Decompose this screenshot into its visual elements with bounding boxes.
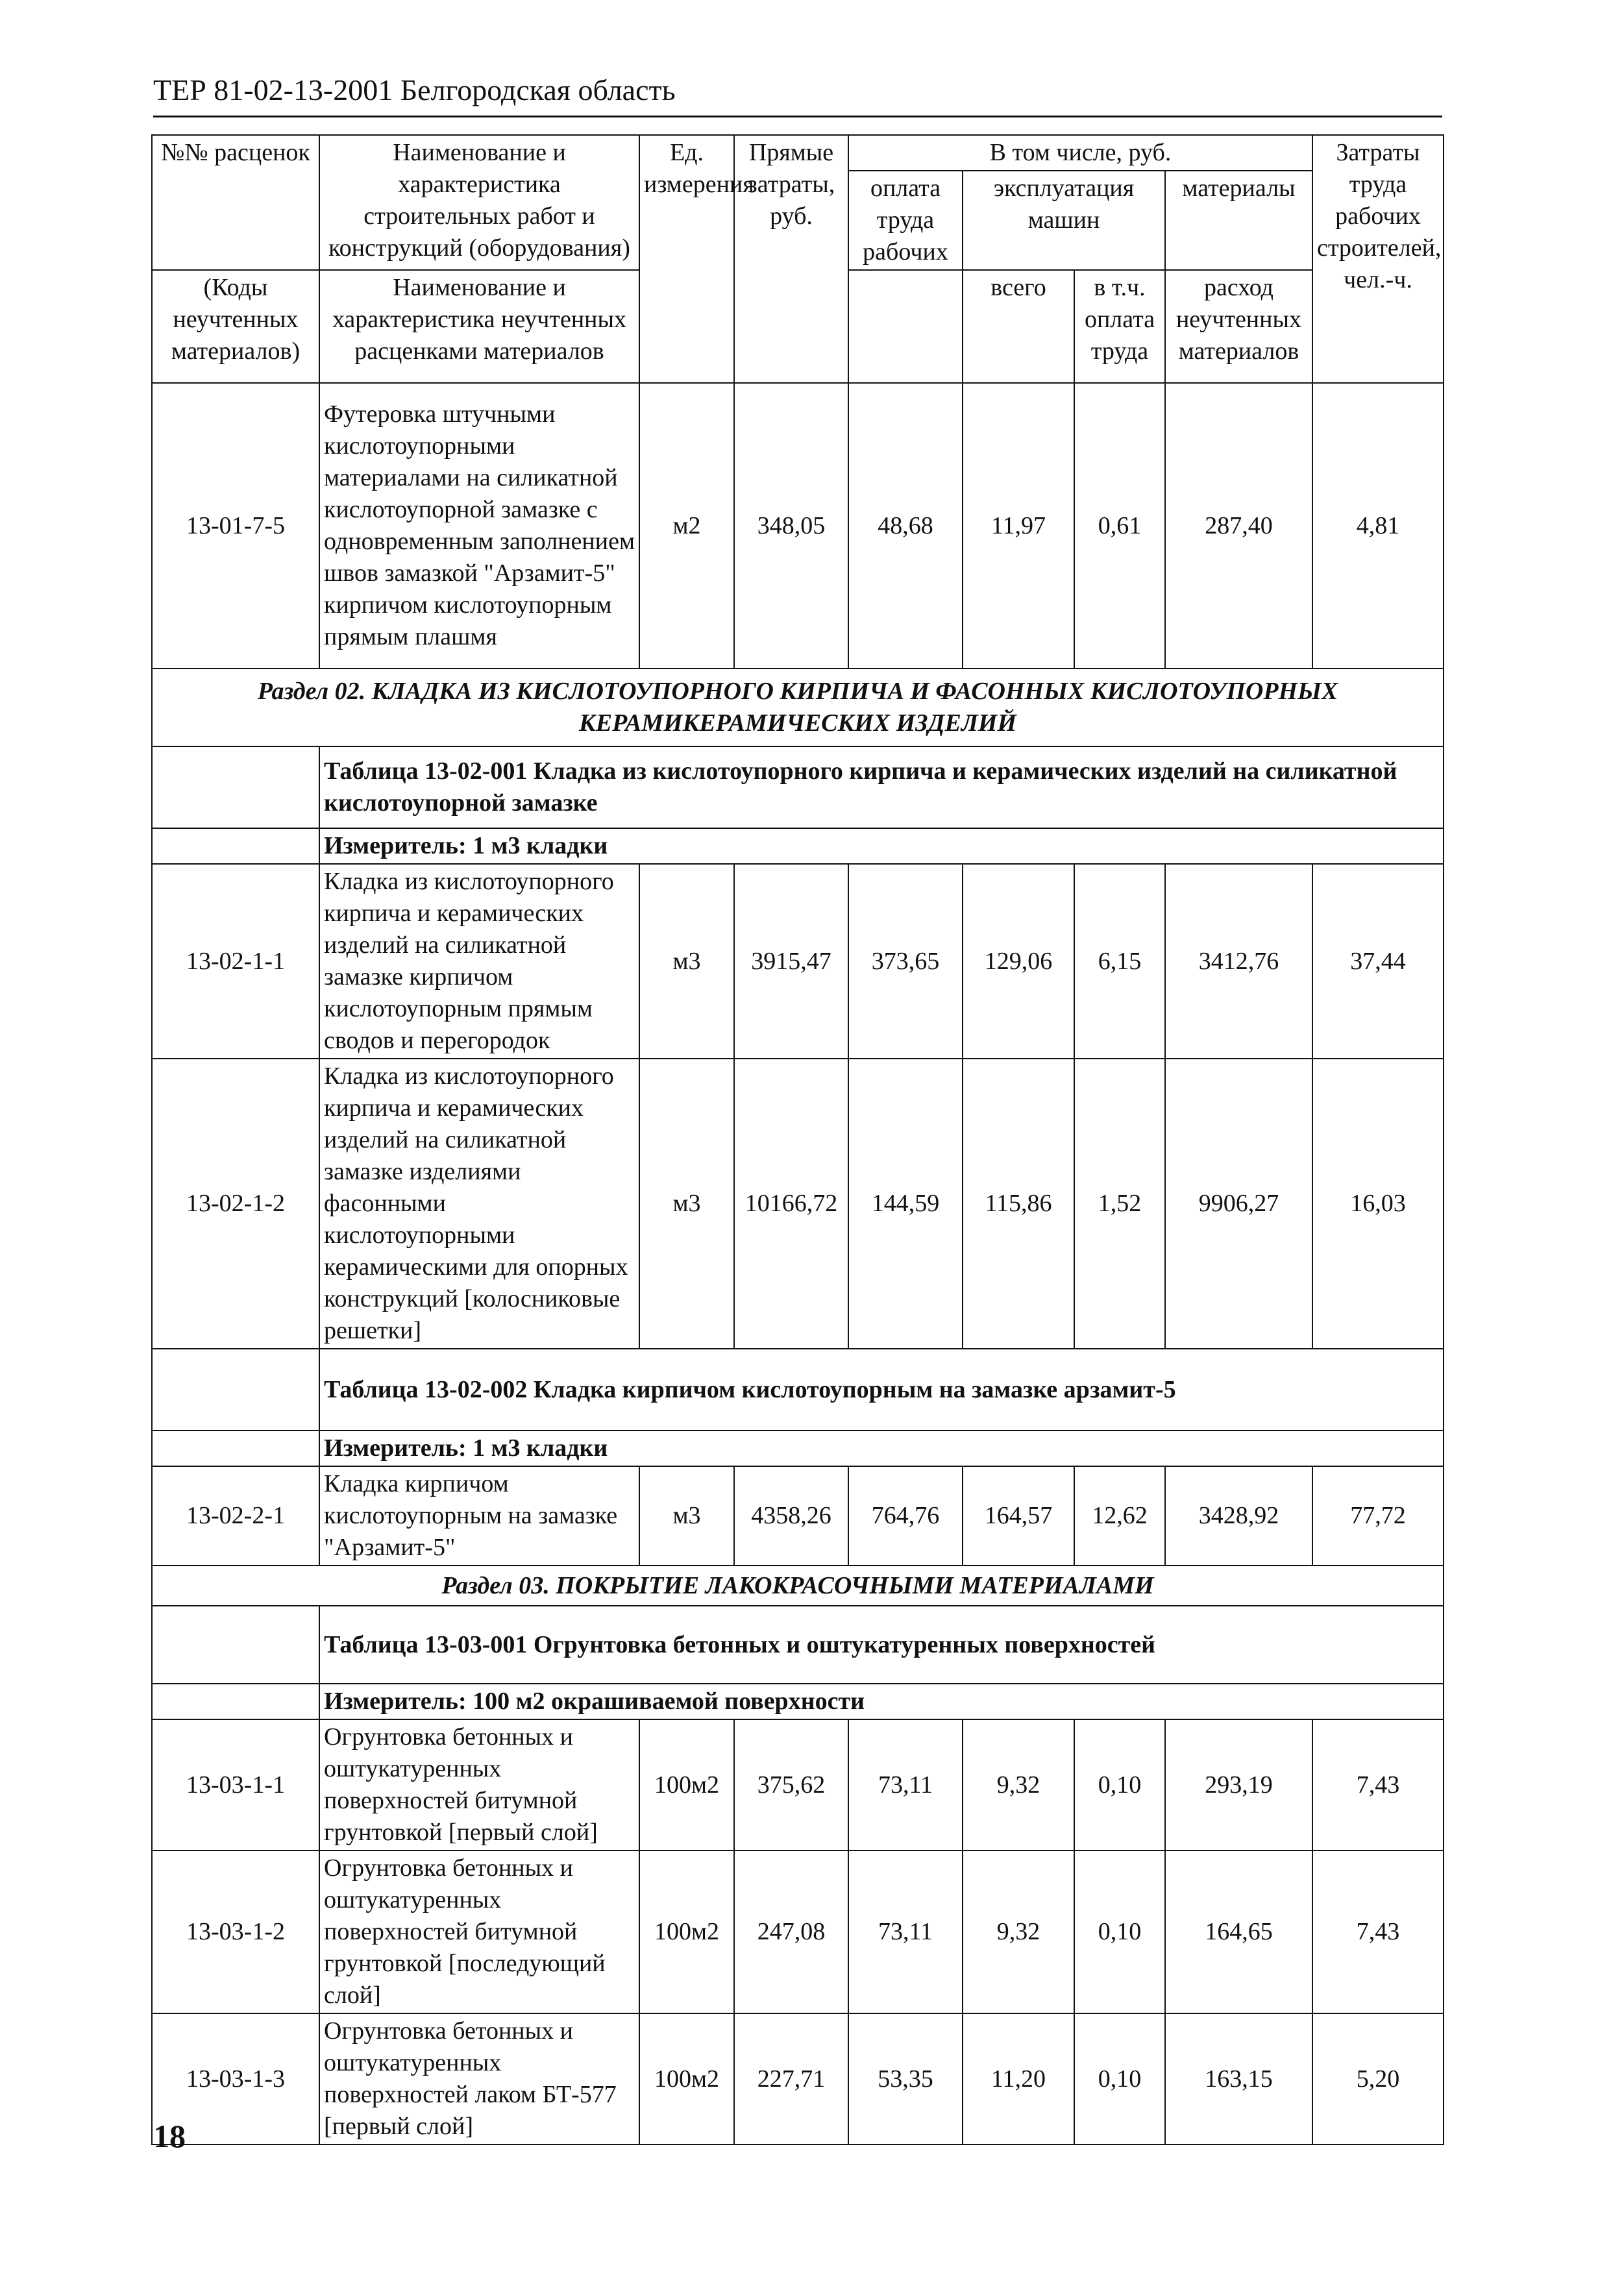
row-code: 13-03-1-1 <box>152 1719 319 1850</box>
code-column-blank <box>152 1349 319 1431</box>
row-name: Кладка кирпичом кислотоупорным на замазке "Арзамит-5" <box>319 1466 639 1566</box>
row-name: Огрунтовка бетонных и оштукатуренных поверхностей битумной грунтовкой [последующий слой] <box>319 1850 639 2013</box>
section-02-heading: Раздел 02. КЛАДКА ИЗ КИСЛОТОУПОРНОГО КИРПИЧА И ФАСОННЫХ КИСЛОТОУПОРНЫХ КЕРАМИКЕРАМИЧЕСКИХ ИЗДЕЛИЙ <box>152 669 1444 746</box>
row-hours: 37,44 <box>1312 864 1444 1059</box>
row-materials: 9906,27 <box>1165 1059 1312 1349</box>
table-13-03-001-measure: Измеритель: 100 м2 окрашиваемой поверхности <box>319 1684 1444 1719</box>
header-unit: Ед. измерения <box>639 135 734 383</box>
page-header-title: ТЕР 81-02-13-2001 Белгородская область <box>153 73 676 106</box>
row-machines: 164,57 <box>963 1466 1074 1566</box>
row-materials: 3428,92 <box>1165 1466 1312 1566</box>
header-incl-labor: в т.ч. оплата труда <box>1074 270 1165 383</box>
row-unit: м3 <box>639 1466 734 1566</box>
header-including: В том числе, руб. <box>848 135 1312 171</box>
table-row <box>152 1850 1444 2013</box>
row-machines: 11,20 <box>963 2013 1074 2145</box>
table-row <box>152 383 1444 669</box>
row-code: 13-01-7-5 <box>152 383 319 669</box>
table-13-02-002-measure: Измеритель: 1 м3 кладки <box>319 1431 1444 1466</box>
row-machine-labor: 1,52 <box>1074 1059 1165 1349</box>
row-machine-labor: 0,10 <box>1074 1850 1165 2013</box>
row-unit: м2 <box>639 383 734 669</box>
row-hours: 7,43 <box>1312 1719 1444 1850</box>
row-labor: 373,65 <box>848 864 963 1059</box>
table-row <box>152 1466 1444 1566</box>
code-column-blank <box>152 1684 319 1719</box>
header-labor-costs: Затраты труда рабочих строителей, чел.-ч. <box>1312 135 1444 383</box>
row-unit: м3 <box>639 1059 734 1349</box>
header-total: всего <box>963 270 1074 383</box>
header-code-unaccounted: (Коды неучтенных материалов) <box>152 270 319 383</box>
row-direct: 10166,72 <box>734 1059 848 1349</box>
row-hours: 77,72 <box>1312 1466 1444 1566</box>
row-name: Футеровка штучными кислотоупорными материалами на силикатной кислотоупорной замазке с одновременным заполнением швов замазкой "Арзамит-5" кирпичом кислотоупорным прямым плашмя <box>319 383 639 669</box>
row-machines: 9,32 <box>963 1719 1074 1850</box>
row-name: Огрунтовка бетонных и оштукатуренных поверхностей битумной грунтовкой [первый слой] <box>319 1719 639 1850</box>
code-column-blank <box>152 1431 319 1466</box>
table-row <box>152 1059 1444 1349</box>
row-machine-labor: 0,61 <box>1074 383 1165 669</box>
row-labor: 53,35 <box>848 2013 963 2145</box>
row-machines: 11,97 <box>963 383 1074 669</box>
row-direct: 348,05 <box>734 383 848 669</box>
row-name: Огрунтовка бетонных и оштукатуренных поверхностей лаком БТ-577 [первый слой] <box>319 2013 639 2145</box>
row-materials: 163,15 <box>1165 2013 1312 2145</box>
table-13-03-001-title: Таблица 13-03-001 Огрунтовка бетонных и оштукатуренных поверхностей <box>319 1606 1444 1684</box>
row-labor: 764,76 <box>848 1466 963 1566</box>
row-unit: 100м2 <box>639 1719 734 1850</box>
header-machine-operation: эксплуатация машин <box>963 171 1165 270</box>
rates-table <box>151 134 1444 2145</box>
row-labor: 144,59 <box>848 1059 963 1349</box>
row-labor: 48,68 <box>848 383 963 669</box>
row-direct: 227,71 <box>734 2013 848 2145</box>
row-code: 13-02-1-1 <box>152 864 319 1059</box>
row-labor: 73,11 <box>848 1850 963 2013</box>
row-machine-labor: 12,62 <box>1074 1466 1165 1566</box>
row-name: Кладка из кислотоупорного кирпича и керамических изделий на силикатной замазке кирпичом кислотоупорным прямым сводов и перегородок <box>319 864 639 1059</box>
page-number: 18 <box>153 2118 186 2154</box>
row-code: 13-03-1-3 <box>152 2013 319 2145</box>
table-13-02-001-measure: Измеритель: 1 м3 кладки <box>319 828 1444 864</box>
row-materials: 287,40 <box>1165 383 1312 669</box>
table-row <box>152 864 1444 1059</box>
code-column-blank <box>152 746 319 828</box>
section-03-heading: Раздел 03. ПОКРЫТИЕ ЛАКОКРАСОЧНЫМИ МАТЕРИАЛАМИ <box>152 1566 1444 1606</box>
row-code: 13-02-2-1 <box>152 1466 319 1566</box>
row-machine-labor: 6,15 <box>1074 864 1165 1059</box>
row-direct: 4358,26 <box>734 1466 848 1566</box>
row-direct: 375,62 <box>734 1719 848 1850</box>
header-name: Наименование и характеристика строительных работ и конструкций (оборудования) <box>319 135 639 270</box>
row-hours: 4,81 <box>1312 383 1444 669</box>
row-code: 13-02-1-2 <box>152 1059 319 1349</box>
table-13-02-001-title: Таблица 13-02-001 Кладка из кислотоупорного кирпича и керамических изделий на силикатной кислотоупорной замазке <box>319 746 1444 828</box>
code-column-blank <box>152 828 319 864</box>
row-unit: м3 <box>639 864 734 1059</box>
row-materials: 293,19 <box>1165 1719 1312 1850</box>
row-direct: 247,08 <box>734 1850 848 2013</box>
header-labor-pay: оплата труда рабочих <box>848 171 963 270</box>
row-machine-labor: 0,10 <box>1074 2013 1165 2145</box>
row-unit: 100м2 <box>639 2013 734 2145</box>
row-materials: 164,65 <box>1165 1850 1312 2013</box>
header-direct-costs: Прямые затраты, руб. <box>734 135 848 383</box>
row-hours: 7,43 <box>1312 1850 1444 2013</box>
row-unit: 100м2 <box>639 1850 734 2013</box>
table-13-02-002-title: Таблица 13-02-002 Кладка кирпичом кислотоупорным на замазке арзамит-5 <box>319 1349 1444 1431</box>
table-row <box>152 1719 1444 1850</box>
code-column-blank <box>152 1606 319 1684</box>
row-name: Кладка из кислотоупорного кирпича и керамических изделий на силикатной замазке изделиями фасонными кислотоупорными керамическими для опорных конструкций [колосниковые решетки] <box>319 1059 639 1349</box>
header-name-unaccounted: Наименование и характеристика неучтенных расценками материалов <box>319 270 639 383</box>
row-materials: 3412,76 <box>1165 864 1312 1059</box>
header-code: №№ расценок <box>152 135 319 270</box>
row-direct: 3915,47 <box>734 864 848 1059</box>
row-labor: 73,11 <box>848 1719 963 1850</box>
row-hours: 16,03 <box>1312 1059 1444 1349</box>
header-labor-pay-blank <box>848 270 963 383</box>
table-row <box>152 2013 1444 2145</box>
row-code: 13-03-1-2 <box>152 1850 319 2013</box>
row-machines: 129,06 <box>963 864 1074 1059</box>
header-rule <box>153 116 1442 117</box>
header-unaccounted-consumption: расход неучтенных материалов <box>1165 270 1312 383</box>
header-materials: материалы <box>1165 171 1312 270</box>
row-machines: 115,86 <box>963 1059 1074 1349</box>
row-hours: 5,20 <box>1312 2013 1444 2145</box>
row-machine-labor: 0,10 <box>1074 1719 1165 1850</box>
row-machines: 9,32 <box>963 1850 1074 2013</box>
